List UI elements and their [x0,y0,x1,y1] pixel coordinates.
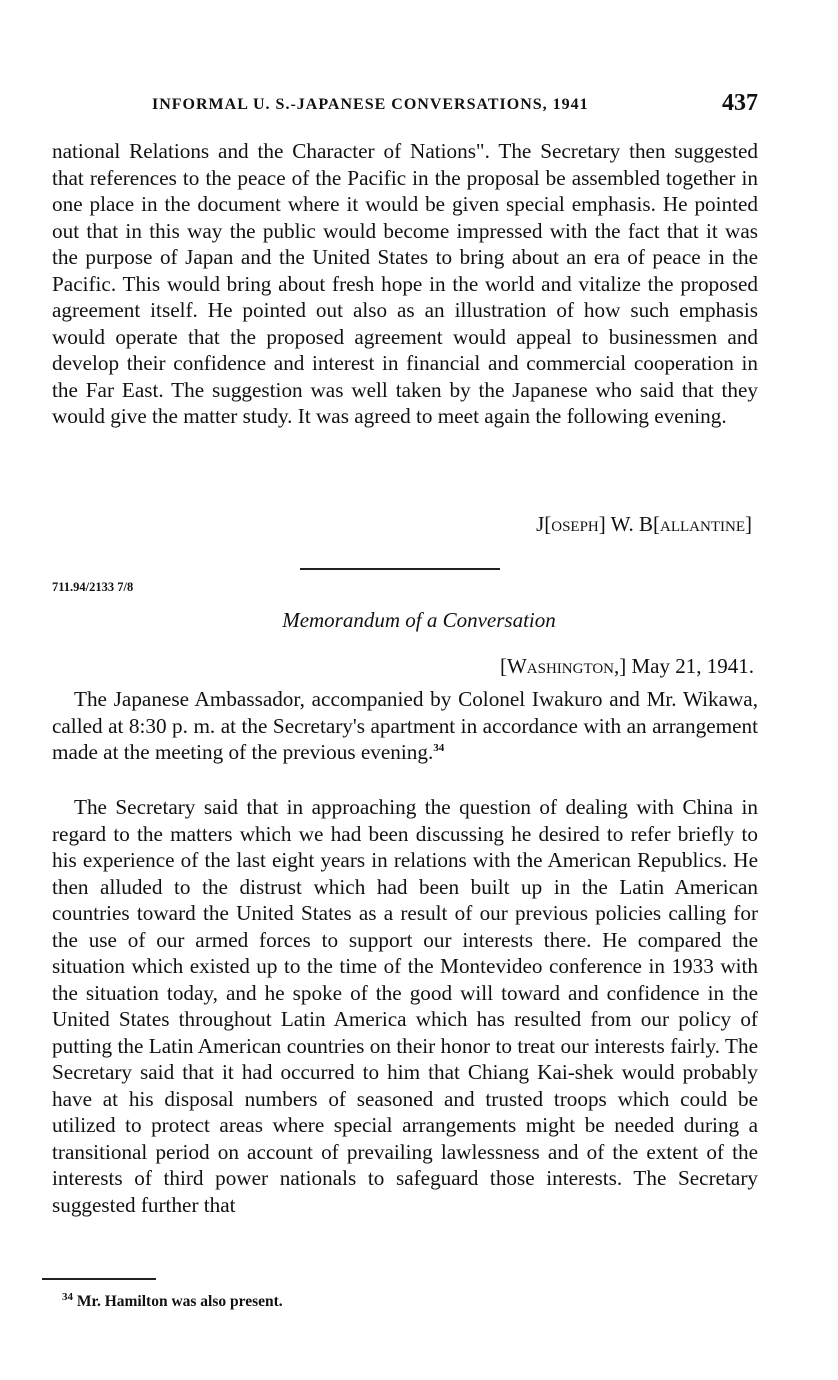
footnote-rule [42,1278,156,1280]
signature-initial-b: B [639,512,654,536]
footnote [62,1290,283,1311]
signature-bracket-oseph: [oseph] [544,512,606,536]
page-header [52,90,758,123]
signature-initial-j: J [536,512,545,536]
dateline [500,652,754,680]
signature-bracket-allantine: [allantine] [653,512,752,536]
signature [536,510,752,538]
page-number: 437 [722,90,758,116]
running-head: INFORMAL U. S.-JAPANESE CONVERSATIONS, 1941 [152,96,589,113]
memo-paragraph-1-text: The Japanese Ambassador, accompanied by Colonel Iwakuro and Mr. Wikawa, called at 8:30 p. m. at the Secretary's apartment in accordance with an arrangement made at the meeting of the previous evening. [52,687,758,764]
signature-middle: W. [605,512,640,536]
dateline-date: May 21, 1941. [626,654,754,678]
memo-title: Memorandum of a Conversation [282,608,556,632]
continuation-paragraph: national Relations and the Character of Nations". The Secretary then suggested that references to the peace of the Pacific in the proposal be assembled together in one place in the document where it would be given special emphasis. He pointed out that in this way the public would become impressed with the fact that it was the purpose of Japan and the United States to bring about an era of peace in the Pacific. This would bring about fresh hope in the world and vitalize the proposed agreement itself. He pointed out also as an illustration of how such emphasis would operate that the proposed agreement would appeal to businessmen and develop their confidence and interest in financial and commercial cooperation in the Far East. The suggestion was well taken by the Japanese who said that they would give the matter study. It was agreed to meet again the following evening. [52,139,758,428]
memo-paragraph-1 [52,686,758,766]
footnote-text: Mr. Hamilton was also present. [73,1293,283,1310]
file-reference: 711.94/2133 7/8 [52,580,134,594]
section-divider [300,568,500,570]
footnote-marker: 34 [62,1290,73,1303]
dateline-place: [Washington,] [499,654,627,678]
memo-paragraph-2: The Secretary said that in approaching the question of dealing with China in regard to the matters which we had been discussing he desired to refer briefly to his experience of the last eight years in relations with the American Republics. He then alluded to the distrust which had been built up in the Latin American countries toward the United States as a result of our previous policies calling for the use of our armed forces to support our interests there. He compared the situation which existed up to the time of the Montevideo conference in 1933 with the situation today, and he spoke of the good will toward and confidence in the United States throughout Latin America which has resulted from our policy of putting the Latin American countries on their honor to treat our interests fairly. The Secretary said that it had occurred to him that Chiang Kai-shek would probably have at his disposal numbers of seasoned and trusted troops which could be utilized to protect areas where special arrangements might be needed during a transitional period on account of prevailing lawlessness and of the extent of the interests of third power nationals to safeguard those interests. The Secretary suggested further that [52,795,758,1217]
footnote-reference: 34 [433,741,445,754]
